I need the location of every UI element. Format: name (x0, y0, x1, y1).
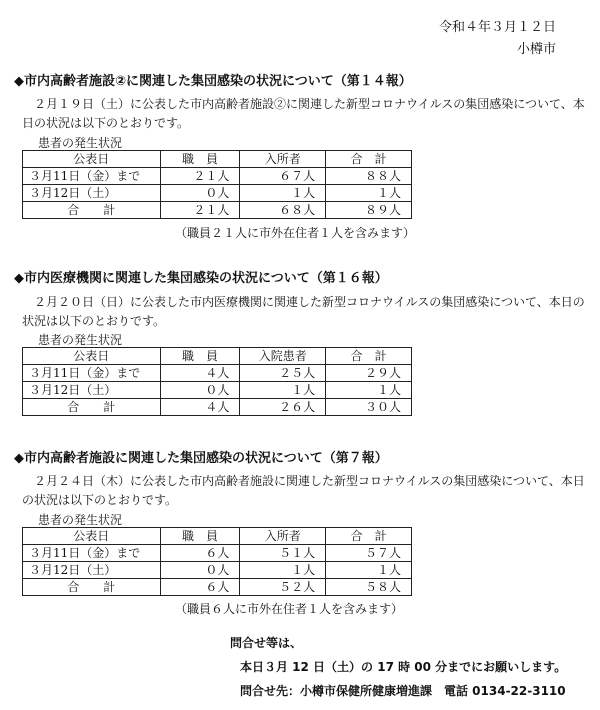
contact-title: 問合せ等は、 (230, 636, 303, 650)
table-total-row (23, 202, 412, 219)
section-2-table-title: 患者の発生状況 (38, 333, 123, 347)
table-cell: 合 計 (23, 202, 161, 219)
table-cell: ２６人 (240, 399, 326, 416)
table-header-row (23, 151, 412, 168)
table-total-row (23, 399, 412, 416)
section-2-heading: ◆市内医療機関に関連した集団感染の状況について（第１６報） (14, 271, 388, 286)
table-cell: ２１人 (160, 168, 240, 185)
table-cell: 合 計 (23, 579, 161, 596)
table-cell: ６８人 (240, 202, 326, 219)
section-3-heading: ◆市内高齢者施設に関連した集団感染の状況について（第７報） (14, 451, 388, 466)
table-cell: １人 (240, 185, 326, 202)
column-header: 公表日 (23, 151, 161, 168)
table-cell: ３月12日（土） (23, 562, 161, 579)
table-cell: ２５人 (240, 365, 326, 382)
column-header: 入所者 (240, 151, 326, 168)
column-header: 合 計 (326, 151, 412, 168)
table-row (23, 545, 412, 562)
table-cell: ２１人 (160, 202, 240, 219)
document-date: 令和４年３月１２日 (438, 20, 556, 35)
table-cell: ０人 (160, 382, 240, 399)
table-cell: ６人 (160, 579, 240, 596)
table-cell: ５８人 (326, 579, 412, 596)
table-total-row (23, 579, 412, 596)
section-1-table (22, 150, 412, 219)
table-cell: １人 (240, 382, 326, 399)
column-header: 合 計 (326, 348, 412, 365)
section-1-table-title: 患者の発生状況 (38, 136, 123, 150)
table-cell: ５２人 (240, 579, 326, 596)
table-cell: ８９人 (326, 202, 412, 219)
section-1-heading: ◆市内高齢者施設②に関連した集団感染の状況について（第１４報） (14, 74, 412, 89)
table-cell: 合 計 (23, 399, 161, 416)
section-2-table (22, 347, 412, 416)
table-cell: ３０人 (326, 399, 412, 416)
table-cell: ８８人 (326, 168, 412, 185)
table-row (23, 168, 412, 185)
section-2-paragraph: ２月２０日（日）に公表した市内医療機関に関連した新型コロナウイルスの集団感染について、本日の状況は以下のとおりです。 (22, 295, 585, 328)
column-header: 入院患者 (240, 348, 326, 365)
table-cell: ３月12日（土） (23, 382, 161, 399)
issuer-name: 小樽市 (516, 42, 556, 57)
table-cell: ５７人 (326, 545, 412, 562)
section-1-paragraph: ２月１９日（土）に公表した市内高齢者施設②に関連した新型コロナウイルスの集団感染について、本日の状況は以下のとおりです。 (22, 97, 585, 130)
column-header: 職 員 (160, 151, 240, 168)
section-1-note: （職員２１人に市外在住者１人を含みます） (175, 226, 416, 240)
table-row (23, 562, 412, 579)
table-cell: １人 (326, 562, 412, 579)
column-header: 合 計 (326, 528, 412, 545)
table-row (23, 185, 412, 202)
table-cell: ３月11日（金）まで (23, 365, 161, 382)
table-cell: ４人 (160, 399, 240, 416)
table-cell: ３月11日（金）まで (23, 545, 161, 562)
section-3-table (22, 527, 412, 596)
table-cell: ４人 (160, 365, 240, 382)
table-cell: ０人 (160, 562, 240, 579)
section-3-table-title: 患者の発生状況 (38, 513, 123, 527)
column-header: 入所者 (240, 528, 326, 545)
section-3-note: （職員６人に市外在住者１人を含みます） (175, 602, 404, 616)
table-cell: １人 (326, 382, 412, 399)
table-row (23, 365, 412, 382)
table-row (23, 382, 412, 399)
table-cell: ５１人 (240, 545, 326, 562)
table-cell: ６人 (160, 545, 240, 562)
table-header-row (23, 348, 412, 365)
table-cell: １人 (240, 562, 326, 579)
column-header: 公表日 (23, 348, 161, 365)
section-3-paragraph: ２月２４日（木）に公表した市内高齢者施設に関連した新型コロナウイルスの集団感染について、本日の状況は以下のとおりです。 (22, 474, 585, 507)
table-header-row (23, 528, 412, 545)
table-cell: ０人 (160, 185, 240, 202)
column-header: 職 員 (160, 348, 240, 365)
contact-deadline: 本日３月 12 日（土）の 17 時 00 分までにお願いします。 (240, 660, 567, 674)
table-cell: ２９人 (326, 365, 412, 382)
column-header: 公表日 (23, 528, 161, 545)
table-cell: １人 (326, 185, 412, 202)
column-header: 職 員 (160, 528, 240, 545)
table-cell: ６７人 (240, 168, 326, 185)
contact-line: 問合せ先：小樽市保健所健康増進課 電話 0134-22-3110 (240, 684, 566, 698)
table-cell: ３月12日（土） (23, 185, 161, 202)
table-cell: ３月11日（金）まで (23, 168, 161, 185)
